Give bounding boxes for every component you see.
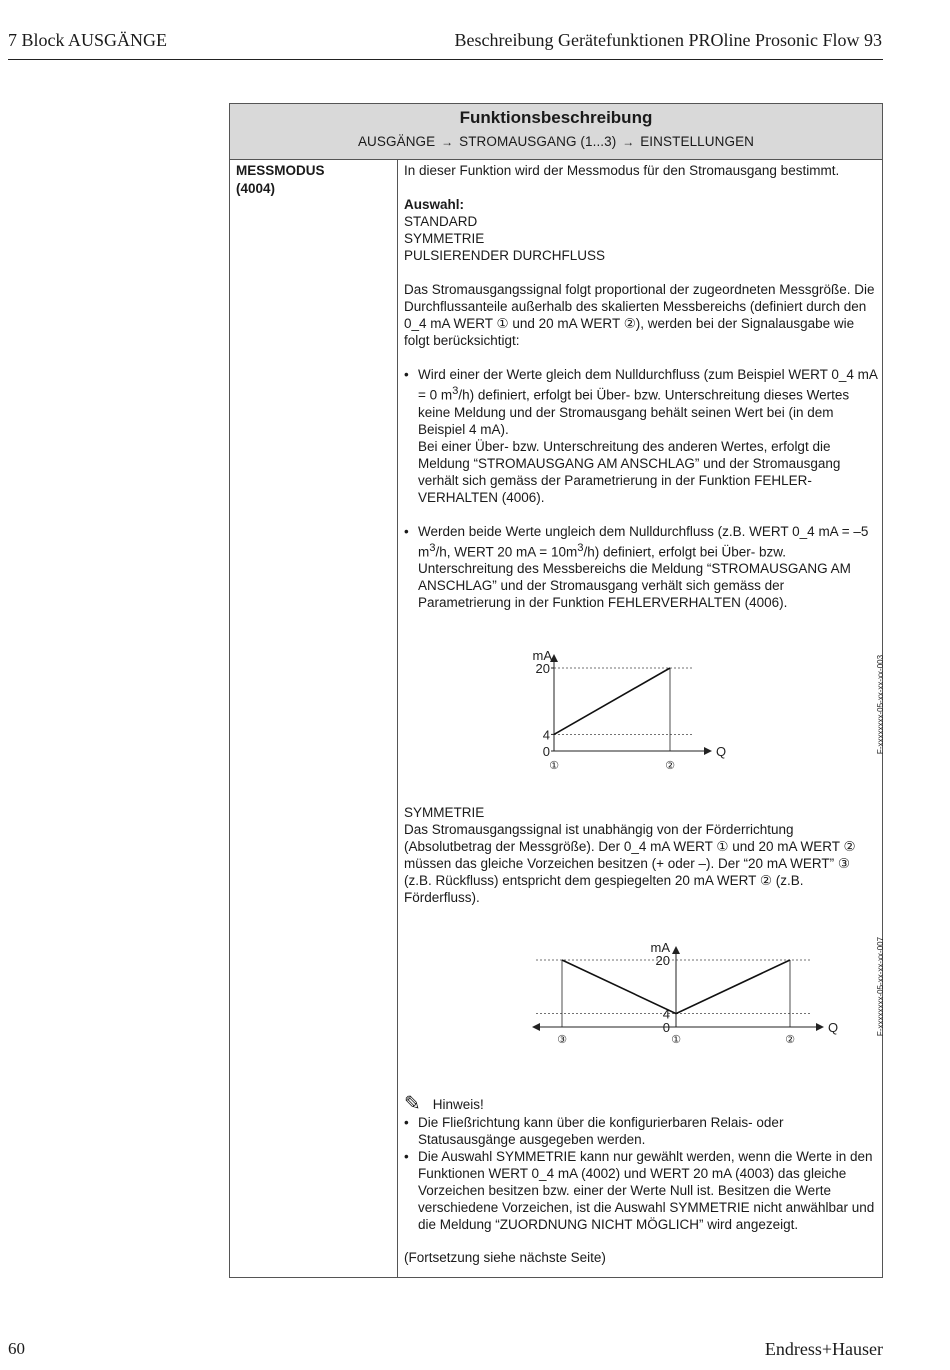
symmetrie-text: Das Stromausgangssignal ist unabhängig von der Förderrichtung (Absolutbetrag der Messgröße). Der 0_4 mA WERT ① und 20 mA WERT ② müssen das gleiche Vorzeichen besitzen (+ oder –). Der “20 mA WERT” ③ (z.B. Rückfluss) entspricht dem gespiegelten 20 mA WERT ② (z.B. Förderfluss). — [404, 822, 856, 905]
symmetrie-chart-svg — [404, 930, 878, 1072]
brand-logo: Endress+Hauser — [764, 1339, 883, 1359]
figure-code: F-xxxxxxxx-05-xx-xx-xx-007 — [875, 936, 885, 1037]
y-tick-label: 4 — [542, 727, 550, 743]
table-title: Funktionsbeschreibung — [459, 108, 653, 127]
selection-label: Auswahl: — [404, 197, 465, 212]
chapter-header: 7 Block AUSGÄNGE — [8, 30, 168, 50]
breadcrumb — [230, 133, 882, 151]
note-title: Hinweis! — [432, 1096, 484, 1112]
arrow-right-icon: → — [622, 135, 635, 149]
header-rule — [8, 59, 883, 60]
intro-text: In dieser Funktion wird der Messmodus für den Stromausgang bestimmt. — [404, 163, 840, 178]
standard-text: Das Stromausgangssignal folgt proportional der zugeordneten Messgröße. Die Durchflussanteile außerhalb des skalierten Messbereichs (definiert durch den 0_4 mA WERT ① und 20 mA WERT ②), werden bei der Signalausgabe wie folgt berücksichtigt: — [404, 282, 875, 348]
note-header — [404, 1094, 878, 1114]
table-header — [230, 104, 882, 160]
document-title: Beschreibung Gerätefunktionen PROline Prosonic Flow 93 — [454, 30, 882, 50]
function-code: (4004) — [236, 180, 276, 196]
selection-block — [404, 196, 878, 264]
column-divider — [397, 160, 398, 1278]
list-item: • Die Auswahl SYMMETRIE kann nur gewählt werden, wenn die Werte in den Funktionen WERT 0_4 mA (4002) und WERT 20 mA (4003) das gleiche Vorzeichen besitzen bzw. einer der Werte Null ist. Besitzen die Werte verschiedene Vorzeichen, ist die Auswahl SYMMETRIE nicht anwählbar und die Meldung “ZUORDNUNG NICHT MÖGLICH” wird angezeigt. — [404, 1148, 878, 1233]
x-axis-label: Q — [828, 1020, 839, 1035]
y-tick-label: 0 — [542, 744, 550, 759]
list-item: • Wird einer der Werte gleich dem Nulldurchfluss (zum Beispiel WERT 0_4 mA = 0 $m^3/h$) definiert, erfolgt bei Über- bzw. Unterschreitung dieses Wertes keine Meldung und der Stromausgang behält seinen Wert bei (in dem Beispiel 4 mA). Bei einer Über- bzw. Unterschreitung des anderen Wertes, erfolgt die Meldung “STROMAUSGANG AM ANSCHLAG” und der Stromausgang verhält sich gemäss der Parametrierung in der Funktion FEHLER-VERHALTEN (4006). — [404, 366, 878, 523]
y-tick-label: 0 — [662, 1020, 670, 1035]
x-axis-arrow-icon — [816, 1023, 824, 1031]
list-item: • Die Fließrichtung kann über die konfigurierbaren Relais- oder Statusausgänge ausgegeben werden. — [404, 1114, 878, 1148]
x-axis-left-arrow-icon — [532, 1023, 540, 1031]
option-item: STANDARD — [404, 214, 478, 229]
function-name: MESSMODUS — [236, 163, 325, 178]
x-axis-arrow-icon — [704, 747, 712, 755]
pencil-note-icon: ✎ — [404, 1093, 421, 1115]
x-axis-label: Q — [716, 744, 727, 759]
symmetrie-block — [404, 804, 878, 906]
function-description-cell — [404, 162, 885, 1233]
x-marker-label: ① — [671, 1034, 681, 1046]
series-line — [554, 668, 670, 734]
note-block — [404, 1094, 878, 1233]
y-axis-arrow-icon — [672, 946, 680, 954]
page-number: 60 — [8, 1339, 25, 1358]
x-marker-label: ③ — [557, 1034, 567, 1046]
y-axis-label: mA — [532, 648, 552, 663]
y-tick-label: 4 — [662, 1006, 670, 1022]
breadcrumb-item: STROMAUSGANG (1...3) — [459, 134, 617, 149]
function-table — [229, 103, 883, 1278]
symmetrie-title: SYMMETRIE — [404, 805, 485, 820]
list-item: • Werden beide Werte ungleich dem Nulldurchfluss (z.B. WERT 0_4 mA = –5 $m^3/h$, WERT 20 mA = $10m^3/h$) definiert, erfolgt bei Über- bzw. Unterschreitung des Messbereichs die Meldung “STROMAUSGANG AM ANSCHLAG” und der Stromausgang verhält sich gemäss der Parametrierung in der Funktion FEHLERVERHALTEN (4006). — [404, 523, 878, 612]
option-item: PULSIERENDER DURCHFLUSS — [404, 248, 606, 263]
breadcrumb-item: AUSGÄNGE — [357, 134, 436, 149]
continuation-note: (Fortsetzung siehe nächste Seite) — [404, 1250, 606, 1265]
standard-bullets — [404, 366, 878, 611]
arrow-right-icon: → — [441, 135, 454, 149]
y-tick-label: 20 — [535, 661, 550, 676]
breadcrumb-item: EINSTELLUNGEN — [640, 134, 755, 149]
figure-code: F-xxxxxxxx-05-xx-xx-xx-003 — [875, 654, 885, 755]
y-axis-label: mA — [650, 940, 670, 955]
x-marker-label: ② — [665, 760, 675, 772]
note-list — [404, 1114, 878, 1233]
standard-chart-svg — [404, 628, 878, 798]
x-marker-label: ② — [785, 1034, 795, 1046]
function-name-cell — [236, 162, 392, 197]
standard-chart — [404, 628, 885, 798]
symmetrie-chart — [404, 930, 885, 1072]
option-item: SYMMETRIE — [404, 231, 485, 246]
x-marker-label: ① — [549, 760, 559, 772]
y-tick-label: 20 — [655, 953, 670, 968]
